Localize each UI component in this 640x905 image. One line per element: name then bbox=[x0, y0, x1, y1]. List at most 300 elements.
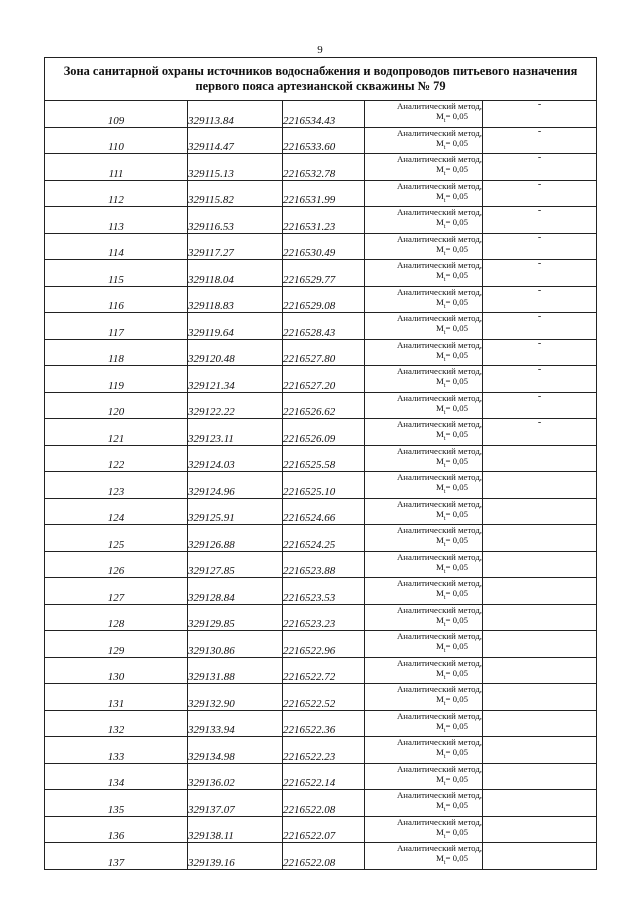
method-cell bbox=[365, 419, 483, 446]
point-number: 115 bbox=[45, 260, 188, 287]
accuracy-subscript: t bbox=[443, 595, 446, 602]
accuracy-value: = 0,05 bbox=[445, 535, 468, 546]
method-name: Аналитический метод, bbox=[396, 260, 482, 271]
method-cell bbox=[365, 551, 483, 578]
table-row bbox=[45, 631, 597, 658]
table-row bbox=[45, 763, 597, 790]
accuracy-symbol: M bbox=[435, 747, 444, 758]
point-number: 128 bbox=[45, 604, 188, 631]
coordinate-x: 329133.94 bbox=[188, 710, 283, 737]
accuracy-subscript: t bbox=[443, 489, 446, 496]
coordinate-y: 2216522.08 bbox=[283, 790, 365, 817]
method-cell bbox=[365, 101, 483, 128]
point-number: 132 bbox=[45, 710, 188, 737]
accuracy-symbol: M bbox=[435, 296, 444, 307]
accuracy-value: = 0,05 bbox=[445, 853, 468, 864]
accuracy-value: = 0,05 bbox=[445, 164, 468, 175]
note-cell: - bbox=[483, 366, 597, 393]
accuracy-symbol: M bbox=[435, 667, 444, 678]
note-cell: - bbox=[483, 233, 597, 260]
method-name: Аналитический метод, bbox=[396, 710, 482, 721]
accuracy-symbol: M bbox=[435, 243, 444, 254]
table-row bbox=[45, 498, 597, 525]
note-cell: - bbox=[483, 260, 597, 287]
coordinate-x: 329118.83 bbox=[188, 286, 283, 313]
coordinate-y: 2216530.49 bbox=[283, 233, 365, 260]
note-cell: - bbox=[483, 101, 597, 128]
method-cell bbox=[365, 710, 483, 737]
coordinate-y: 2216525.10 bbox=[283, 472, 365, 499]
method-cell bbox=[365, 604, 483, 631]
table-row bbox=[45, 445, 597, 472]
accuracy-symbol: M bbox=[435, 429, 444, 440]
method-name: Аналитический метод, bbox=[396, 472, 482, 483]
accuracy-value: = 0,05 bbox=[445, 773, 468, 784]
accuracy-value: = 0,05 bbox=[445, 111, 468, 122]
accuracy-subscript: t bbox=[443, 356, 446, 363]
coordinate-y: 2216522.08 bbox=[283, 843, 365, 870]
note-cell bbox=[483, 657, 597, 684]
accuracy-subscript: t bbox=[443, 303, 446, 310]
method-cell bbox=[365, 366, 483, 393]
accuracy-symbol: M bbox=[435, 614, 444, 625]
accuracy-value: = 0,05 bbox=[445, 270, 468, 281]
accuracy-subscript: t bbox=[443, 144, 446, 151]
method-accuracy bbox=[365, 774, 482, 789]
accuracy-subscript: t bbox=[443, 409, 446, 416]
coordinate-y: 2216533.60 bbox=[283, 127, 365, 154]
accuracy-subscript: t bbox=[443, 542, 446, 549]
accuracy-symbol: M bbox=[435, 588, 444, 599]
accuracy-subscript: t bbox=[443, 383, 446, 390]
point-number: 113 bbox=[45, 207, 188, 234]
accuracy-value: = 0,05 bbox=[445, 323, 468, 334]
method-accuracy bbox=[365, 641, 482, 656]
method-name: Аналитический метод, bbox=[396, 790, 482, 801]
coordinate-x: 329139.16 bbox=[188, 843, 283, 870]
method-accuracy bbox=[365, 217, 482, 232]
method-accuracy bbox=[365, 244, 482, 259]
accuracy-subscript: t bbox=[443, 250, 446, 257]
method-name: Аналитический метод, bbox=[396, 207, 482, 218]
method-accuracy bbox=[365, 138, 482, 153]
method-name: Аналитический метод, bbox=[396, 445, 482, 456]
accuracy-symbol: M bbox=[435, 111, 444, 122]
table-row bbox=[45, 101, 597, 128]
point-number: 135 bbox=[45, 790, 188, 817]
note-cell bbox=[483, 843, 597, 870]
method-accuracy bbox=[365, 747, 482, 762]
point-number: 119 bbox=[45, 366, 188, 393]
note-cell bbox=[483, 631, 597, 658]
table-row bbox=[45, 207, 597, 234]
table-row bbox=[45, 816, 597, 843]
method-cell bbox=[365, 260, 483, 287]
accuracy-value: = 0,05 bbox=[445, 614, 468, 625]
method-cell bbox=[365, 286, 483, 313]
coordinate-y: 2216522.72 bbox=[283, 657, 365, 684]
coordinate-x: 329117.27 bbox=[188, 233, 283, 260]
point-number: 114 bbox=[45, 233, 188, 260]
method-accuracy bbox=[365, 350, 482, 365]
accuracy-symbol: M bbox=[435, 349, 444, 360]
accuracy-value: = 0,05 bbox=[445, 641, 468, 652]
coordinate-y: 2216522.36 bbox=[283, 710, 365, 737]
accuracy-subscript: t bbox=[443, 197, 446, 204]
note-cell bbox=[483, 737, 597, 764]
method-cell bbox=[365, 445, 483, 472]
accuracy-subscript: t bbox=[443, 621, 446, 628]
accuracy-value: = 0,05 bbox=[445, 826, 468, 837]
point-number: 136 bbox=[45, 816, 188, 843]
coordinate-x: 329138.11 bbox=[188, 816, 283, 843]
accuracy-value: = 0,05 bbox=[445, 402, 468, 413]
method-accuracy bbox=[365, 376, 482, 391]
coordinate-y: 2216524.66 bbox=[283, 498, 365, 525]
coordinate-y: 2216531.99 bbox=[283, 180, 365, 207]
accuracy-subscript: t bbox=[443, 436, 446, 443]
accuracy-symbol: M bbox=[435, 535, 444, 546]
note-cell: - bbox=[483, 180, 597, 207]
accuracy-subscript: t bbox=[443, 118, 446, 125]
coordinate-y: 2216526.62 bbox=[283, 392, 365, 419]
accuracy-subscript: t bbox=[443, 701, 446, 708]
accuracy-symbol: M bbox=[435, 270, 444, 281]
method-name: Аналитический метод, bbox=[396, 843, 482, 854]
method-name: Аналитический метод, bbox=[396, 339, 482, 350]
accuracy-value: = 0,05 bbox=[445, 720, 468, 731]
coordinate-y: 2216522.52 bbox=[283, 684, 365, 711]
method-name: Аналитический метод, bbox=[396, 684, 482, 695]
coordinates-table bbox=[44, 57, 597, 870]
point-number: 111 bbox=[45, 154, 188, 181]
accuracy-symbol: M bbox=[435, 641, 444, 652]
method-accuracy bbox=[365, 562, 482, 577]
method-cell bbox=[365, 313, 483, 340]
table-body bbox=[45, 101, 597, 870]
coordinate-y: 2216523.23 bbox=[283, 604, 365, 631]
accuracy-subscript: t bbox=[443, 515, 446, 522]
coordinate-x: 329132.90 bbox=[188, 684, 283, 711]
note-cell: - bbox=[483, 127, 597, 154]
method-name: Аналитический метод, bbox=[396, 551, 482, 562]
point-number: 126 bbox=[45, 551, 188, 578]
coordinate-x: 329124.03 bbox=[188, 445, 283, 472]
coordinate-x: 329121.34 bbox=[188, 366, 283, 393]
coordinate-x: 329131.88 bbox=[188, 657, 283, 684]
method-accuracy bbox=[365, 270, 482, 285]
method-cell bbox=[365, 180, 483, 207]
accuracy-symbol: M bbox=[435, 694, 444, 705]
method-accuracy bbox=[365, 403, 482, 418]
table-row bbox=[45, 233, 597, 260]
accuracy-value: = 0,05 bbox=[445, 561, 468, 572]
table-row bbox=[45, 684, 597, 711]
accuracy-value: = 0,05 bbox=[445, 667, 468, 678]
note-cell bbox=[483, 684, 597, 711]
accuracy-value: = 0,05 bbox=[445, 508, 468, 519]
point-number: 134 bbox=[45, 763, 188, 790]
method-cell bbox=[365, 578, 483, 605]
method-accuracy bbox=[365, 588, 482, 603]
method-cell bbox=[365, 207, 483, 234]
point-number: 131 bbox=[45, 684, 188, 711]
method-cell bbox=[365, 392, 483, 419]
note-cell: - bbox=[483, 286, 597, 313]
coordinate-y: 2216531.23 bbox=[283, 207, 365, 234]
note-cell: - bbox=[483, 339, 597, 366]
note-cell bbox=[483, 498, 597, 525]
accuracy-value: = 0,05 bbox=[445, 482, 468, 493]
method-name: Аналитический метод, bbox=[396, 657, 482, 668]
method-cell bbox=[365, 127, 483, 154]
method-accuracy bbox=[365, 668, 482, 683]
method-name: Аналитический метод, bbox=[396, 419, 482, 430]
method-name: Аналитический метод, bbox=[396, 737, 482, 748]
coordinate-x: 329119.64 bbox=[188, 313, 283, 340]
coordinate-y: 2216525.58 bbox=[283, 445, 365, 472]
table-row bbox=[45, 339, 597, 366]
table-row bbox=[45, 419, 597, 446]
note-cell bbox=[483, 551, 597, 578]
accuracy-subscript: t bbox=[443, 277, 446, 284]
coordinate-x: 329113.84 bbox=[188, 101, 283, 128]
table-row bbox=[45, 313, 597, 340]
note-cell bbox=[483, 525, 597, 552]
accuracy-subscript: t bbox=[443, 171, 446, 178]
coordinate-x: 329114.47 bbox=[188, 127, 283, 154]
method-accuracy bbox=[365, 615, 482, 630]
method-name: Аналитический метод, bbox=[396, 392, 482, 403]
accuracy-symbol: M bbox=[435, 190, 444, 201]
table-row bbox=[45, 525, 597, 552]
method-accuracy bbox=[365, 800, 482, 815]
method-cell bbox=[365, 339, 483, 366]
method-accuracy bbox=[365, 111, 482, 126]
point-number: 129 bbox=[45, 631, 188, 658]
coordinate-x: 329125.91 bbox=[188, 498, 283, 525]
point-number: 124 bbox=[45, 498, 188, 525]
note-cell bbox=[483, 472, 597, 499]
note-cell bbox=[483, 790, 597, 817]
table-row bbox=[45, 710, 597, 737]
method-name: Аналитический метод, bbox=[396, 366, 482, 377]
accuracy-symbol: M bbox=[435, 217, 444, 228]
accuracy-value: = 0,05 bbox=[445, 190, 468, 201]
coordinate-x: 329124.96 bbox=[188, 472, 283, 499]
accuracy-symbol: M bbox=[435, 376, 444, 387]
accuracy-subscript: t bbox=[443, 860, 446, 867]
accuracy-symbol: M bbox=[435, 773, 444, 784]
method-accuracy bbox=[365, 323, 482, 338]
table-header-row bbox=[45, 58, 597, 101]
coordinate-x: 329127.85 bbox=[188, 551, 283, 578]
method-cell bbox=[365, 498, 483, 525]
method-cell bbox=[365, 843, 483, 870]
coordinate-y: 2216522.23 bbox=[283, 737, 365, 764]
accuracy-symbol: M bbox=[435, 826, 444, 837]
coordinate-y: 2216527.20 bbox=[283, 366, 365, 393]
accuracy-symbol: M bbox=[435, 164, 444, 175]
accuracy-symbol: M bbox=[435, 561, 444, 572]
method-cell bbox=[365, 763, 483, 790]
accuracy-value: = 0,05 bbox=[445, 588, 468, 599]
point-number: 125 bbox=[45, 525, 188, 552]
coordinate-x: 329118.04 bbox=[188, 260, 283, 287]
accuracy-value: = 0,05 bbox=[445, 376, 468, 387]
table-row bbox=[45, 366, 597, 393]
method-name: Аналитический метод, bbox=[396, 127, 482, 138]
note-cell: - bbox=[483, 154, 597, 181]
method-cell bbox=[365, 525, 483, 552]
coordinate-y: 2216529.08 bbox=[283, 286, 365, 313]
method-accuracy bbox=[365, 297, 482, 312]
coordinate-y: 2216524.25 bbox=[283, 525, 365, 552]
accuracy-symbol: M bbox=[435, 323, 444, 334]
accuracy-symbol: M bbox=[435, 508, 444, 519]
accuracy-subscript: t bbox=[443, 224, 446, 231]
point-number: 118 bbox=[45, 339, 188, 366]
table-row bbox=[45, 154, 597, 181]
coordinate-y: 2216527.80 bbox=[283, 339, 365, 366]
note-cell: - bbox=[483, 419, 597, 446]
method-cell bbox=[365, 631, 483, 658]
method-cell bbox=[365, 737, 483, 764]
accuracy-value: = 0,05 bbox=[445, 217, 468, 228]
table-row bbox=[45, 578, 597, 605]
point-number: 122 bbox=[45, 445, 188, 472]
point-number: 117 bbox=[45, 313, 188, 340]
method-accuracy bbox=[365, 429, 482, 444]
coordinate-y: 2216526.09 bbox=[283, 419, 365, 446]
coordinate-x: 329126.88 bbox=[188, 525, 283, 552]
coordinate-x: 329116.53 bbox=[188, 207, 283, 234]
method-cell bbox=[365, 233, 483, 260]
point-number: 133 bbox=[45, 737, 188, 764]
method-name: Аналитический метод, bbox=[396, 180, 482, 191]
coordinate-x: 329115.13 bbox=[188, 154, 283, 181]
note-cell: - bbox=[483, 207, 597, 234]
method-accuracy bbox=[365, 164, 482, 179]
table-row bbox=[45, 472, 597, 499]
accuracy-subscript: t bbox=[443, 727, 446, 734]
table-row bbox=[45, 260, 597, 287]
coordinate-x: 329130.86 bbox=[188, 631, 283, 658]
coordinate-x: 329128.84 bbox=[188, 578, 283, 605]
accuracy-symbol: M bbox=[435, 853, 444, 864]
accuracy-value: = 0,05 bbox=[445, 296, 468, 307]
point-number: 127 bbox=[45, 578, 188, 605]
method-name: Аналитический метод, bbox=[396, 816, 482, 827]
method-cell bbox=[365, 657, 483, 684]
method-accuracy bbox=[365, 827, 482, 842]
note-cell bbox=[483, 710, 597, 737]
page-number: 9 bbox=[317, 44, 323, 56]
method-cell bbox=[365, 472, 483, 499]
method-name: Аналитический метод, bbox=[396, 498, 482, 509]
method-accuracy bbox=[365, 509, 482, 524]
note-cell bbox=[483, 578, 597, 605]
coordinate-y: 2216534.43 bbox=[283, 101, 365, 128]
method-name: Аналитический метод, bbox=[396, 763, 482, 774]
note-cell bbox=[483, 816, 597, 843]
method-accuracy bbox=[365, 721, 482, 736]
method-name: Аналитический метод, bbox=[396, 101, 482, 112]
point-number: 109 bbox=[45, 101, 188, 128]
accuracy-value: = 0,05 bbox=[445, 137, 468, 148]
table-row bbox=[45, 843, 597, 870]
point-number: 116 bbox=[45, 286, 188, 313]
accuracy-value: = 0,05 bbox=[445, 243, 468, 254]
accuracy-subscript: t bbox=[443, 568, 446, 575]
coordinate-x: 329115.82 bbox=[188, 180, 283, 207]
accuracy-symbol: M bbox=[435, 137, 444, 148]
accuracy-symbol: M bbox=[435, 800, 444, 811]
method-name: Аналитический метод, bbox=[396, 525, 482, 536]
method-accuracy bbox=[365, 535, 482, 550]
method-cell bbox=[365, 790, 483, 817]
point-number: 130 bbox=[45, 657, 188, 684]
accuracy-subscript: t bbox=[443, 833, 446, 840]
accuracy-subscript: t bbox=[443, 462, 446, 469]
coordinate-y: 2216532.78 bbox=[283, 154, 365, 181]
coordinate-y: 2216522.96 bbox=[283, 631, 365, 658]
method-accuracy bbox=[365, 853, 482, 868]
note-cell bbox=[483, 763, 597, 790]
method-accuracy bbox=[365, 456, 482, 471]
method-name: Аналитический метод, bbox=[396, 286, 482, 297]
note-cell: - bbox=[483, 313, 597, 340]
accuracy-value: = 0,05 bbox=[445, 800, 468, 811]
coordinate-y: 2216522.07 bbox=[283, 816, 365, 843]
accuracy-symbol: M bbox=[435, 482, 444, 493]
note-cell bbox=[483, 445, 597, 472]
coordinate-x: 329122.22 bbox=[188, 392, 283, 419]
method-cell bbox=[365, 154, 483, 181]
accuracy-symbol: M bbox=[435, 455, 444, 466]
accuracy-subscript: t bbox=[443, 807, 446, 814]
accuracy-symbol: M bbox=[435, 720, 444, 731]
coordinate-x: 329137.07 bbox=[188, 790, 283, 817]
point-number: 110 bbox=[45, 127, 188, 154]
point-number: 120 bbox=[45, 392, 188, 419]
method-name: Аналитический метод, bbox=[396, 154, 482, 165]
accuracy-value: = 0,05 bbox=[445, 349, 468, 360]
coordinate-y: 2216522.14 bbox=[283, 763, 365, 790]
accuracy-value: = 0,05 bbox=[445, 694, 468, 705]
coordinate-x: 329136.02 bbox=[188, 763, 283, 790]
point-number: 137 bbox=[45, 843, 188, 870]
coordinate-y: 2216528.43 bbox=[283, 313, 365, 340]
method-accuracy bbox=[365, 191, 482, 206]
method-accuracy bbox=[365, 694, 482, 709]
accuracy-value: = 0,05 bbox=[445, 429, 468, 440]
method-name: Аналитический метод, bbox=[396, 578, 482, 589]
table-row bbox=[45, 180, 597, 207]
method-name: Аналитический метод, bbox=[396, 313, 482, 324]
table-row bbox=[45, 604, 597, 631]
accuracy-value: = 0,05 bbox=[445, 455, 468, 466]
accuracy-subscript: t bbox=[443, 754, 446, 761]
coordinate-y: 2216523.53 bbox=[283, 578, 365, 605]
accuracy-subscript: t bbox=[443, 780, 446, 787]
table-row bbox=[45, 737, 597, 764]
point-number: 112 bbox=[45, 180, 188, 207]
method-accuracy bbox=[365, 482, 482, 497]
accuracy-symbol: M bbox=[435, 402, 444, 413]
note-cell: - bbox=[483, 392, 597, 419]
table-row bbox=[45, 657, 597, 684]
